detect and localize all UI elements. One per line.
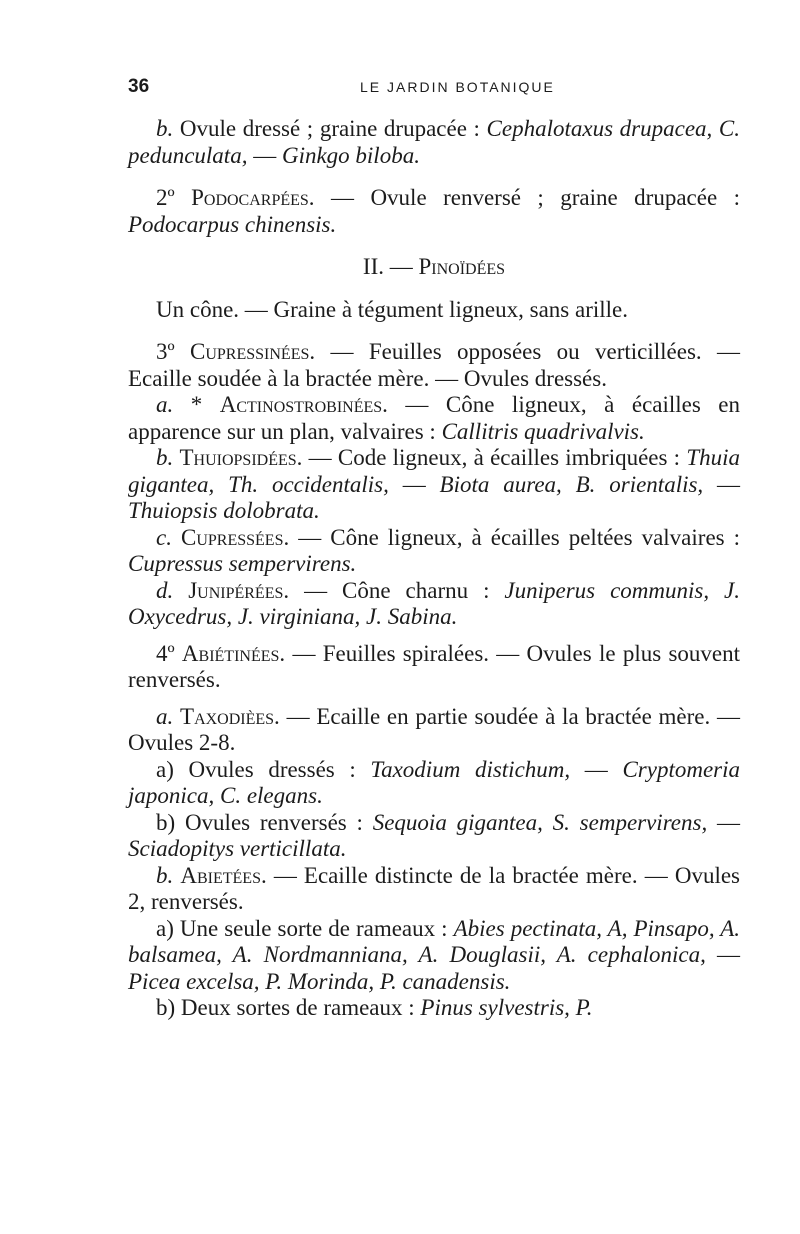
taxon-names: Abies pectinata, A, Pinsapo, A. balsamea, A. Nordmanniana, A. Douglasii, A. cephalonica, — [128, 915, 741, 967]
taxon-names: Picea excelsa, P. Morinda, P. canadensis. — [128, 968, 511, 994]
taxon-names: Callitris quadrivalvis. — [441, 418, 645, 444]
item-marker: d. — [156, 577, 174, 603]
taxon-names: Ginkgo biloba. — [281, 142, 420, 168]
text-run: b) Ovules renversés : — [156, 809, 373, 835]
section-number: 2º — [156, 185, 175, 210]
group-name: Abiétinées. — [181, 640, 286, 666]
paragraph-cupressinees — [128, 339, 740, 392]
item-marker: a. — [156, 392, 174, 417]
paragraph-podocarpees — [128, 185, 740, 238]
section-heading-pinoidees — [128, 254, 740, 281]
running-head: LE JARDIN BOTANIQUE — [360, 79, 555, 95]
paragraph-ovules-renverses — [128, 810, 740, 863]
section-numeral: II. — — [362, 254, 413, 279]
taxon-names: Juniperus communis, J. Oxycedrus, J. virginiana, J. Sabina. — [128, 577, 741, 629]
paragraph-cephalotaxus — [128, 116, 740, 169]
text-run: — Code ligneux, à écailles imbriquées : — [302, 445, 687, 470]
text-run: Ovule dressé ; graine drupacée : — [173, 116, 487, 141]
group-name: Cupressinées. — [190, 339, 316, 364]
taxon-names: Podocarpus chinensis. — [128, 211, 337, 237]
page-header — [128, 76, 740, 100]
text-run: — Cône ligneux, à écailles peltées valvaires : — [289, 524, 741, 550]
taxon-names: Cryptomeria japonica, C. elegans. — [128, 756, 741, 808]
group-name: Thuiopsidées. — [179, 445, 303, 470]
group-name: Actinostrobinées. — [219, 392, 388, 417]
paragraph-abietees — [128, 863, 740, 916]
taxon-names: Taxodium distichum, — [370, 756, 571, 782]
text-run: — Ecaille en partie soudée à la bractée mère. — Ovules 2-8. — [128, 703, 741, 755]
paragraph-thuiopsidees — [128, 445, 740, 525]
paragraph-une-seule-sorte — [128, 916, 740, 996]
text-run: b) Deux sortes de rameaux : — [156, 995, 421, 1020]
text-run: — Cône charnu : — [289, 577, 505, 603]
paragraph-cupressees — [128, 525, 740, 578]
text-run: — — [570, 756, 623, 782]
text-run: — — [703, 471, 741, 497]
text-run: — Feuilles opposées ou verticillées. — Ecaille soudée à la bractée mère. — Ovules dressés. — [128, 339, 741, 391]
section-title: Pinoïdées — [418, 254, 506, 279]
taxon-names: Pinus sylvestris, P. — [420, 995, 593, 1020]
group-name: Podocarpées. — [191, 185, 315, 210]
taxon-names: Sequoia gigantea, S. sempervirens, — [372, 809, 708, 835]
text-run: — — [705, 942, 741, 967]
text-run: — Feuilles spiralées. — Ovules le plus souvent renversés. — [128, 640, 741, 692]
text-run: — — [388, 471, 440, 497]
paragraph-taxodiees — [128, 704, 740, 757]
text-run: — Cône ligneux, à écailles en apparence sur un plan, valvaires : — [128, 392, 741, 444]
paragraph-actinostrobinees — [128, 392, 740, 445]
text-run: a) Ovules dressés : — [156, 756, 371, 782]
item-marker: a. — [156, 703, 174, 729]
item-marker: c. — [156, 524, 172, 550]
taxon-names: Biota aurea, B. orientalis, — [439, 471, 704, 497]
asterisk-mark: * — [190, 392, 203, 417]
taxon-names: Cupressus sempervirens. — [128, 551, 357, 576]
paragraph-ovules-dresses — [128, 757, 740, 810]
text-run: — — [247, 142, 282, 168]
text-run: a) Une seule sorte de rameaux : — [156, 915, 454, 941]
group-name: Cupressées. — [180, 524, 290, 550]
item-marker: b. — [156, 116, 174, 141]
taxon-names: Thuia gigantea, Th. occidentalis, — [128, 445, 740, 497]
section-number: 3º — [156, 339, 175, 364]
group-name: Abietées. — [180, 862, 267, 888]
taxon-names: Cephalotaxus drupacea, C. pedunculata, — [128, 116, 740, 168]
text-run: — — [707, 809, 741, 835]
taxon-names: Thuiopsis dolobrata. — [128, 498, 320, 523]
taxon-names: Sciadopitys verticillata. — [128, 836, 347, 861]
text-run: — Ecaille distincte de la bractée mère. — Ovules 2, renversés. — [128, 862, 741, 914]
paragraph-cone-description: Un cône. — Graine à tégument ligneux, sans arille. — [156, 296, 628, 322]
item-marker: b. — [156, 862, 174, 888]
paragraph-juniperees — [128, 578, 740, 631]
page-body — [128, 116, 740, 1022]
paragraph-deux-sortes — [128, 995, 740, 1022]
item-marker: b. — [156, 445, 174, 470]
group-name: Junipérées. — [188, 577, 290, 603]
section-number: 4º — [156, 640, 175, 666]
text-run: — Ovule renversé ; graine drupacée : — [314, 185, 741, 210]
page-number: 36 — [128, 76, 150, 97]
group-name: Taxodièes. — [180, 703, 280, 729]
paragraph-abietinees — [128, 641, 740, 694]
